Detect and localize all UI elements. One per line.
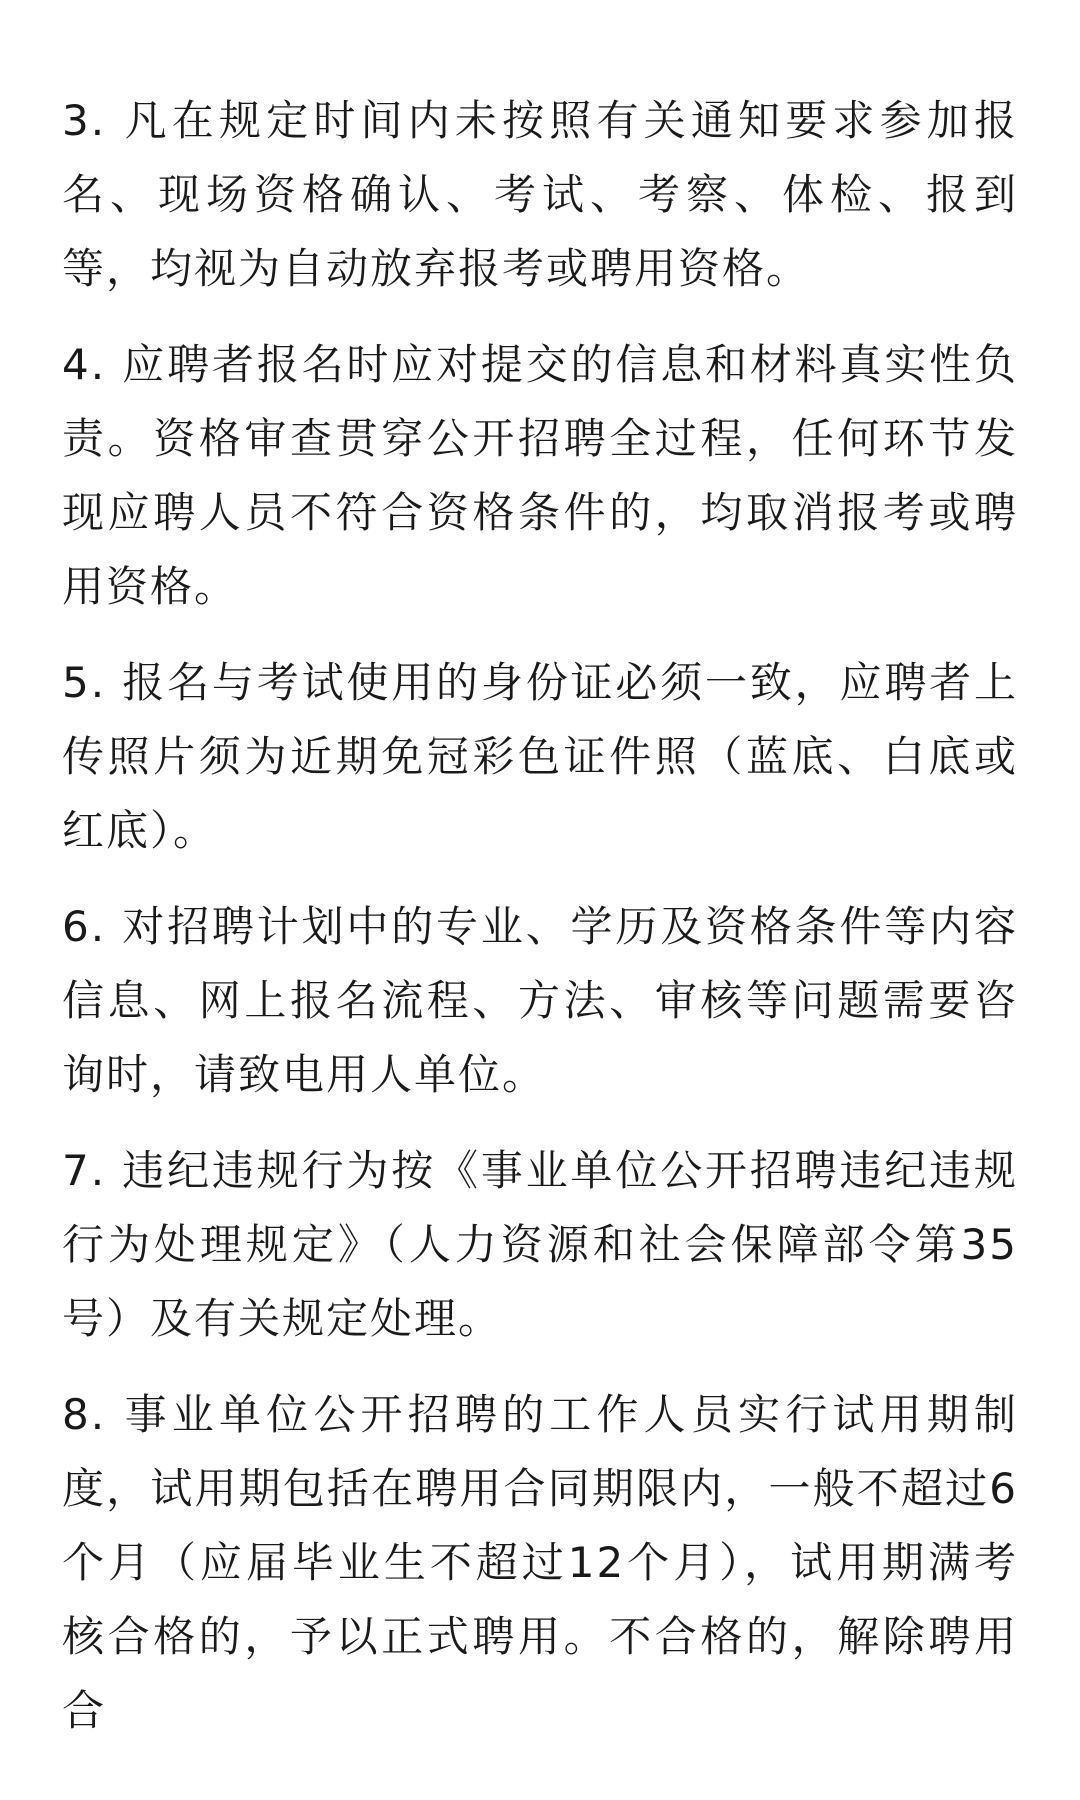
paragraph-item-8: 8. 事业单位公开招聘的工作人员实行试用期制度，试用期包括在聘用合同期限内，一般不超过6个月（应届毕业生不超过12个月），试用期满考核合格的，予以正式聘用。不合格的，解除聘用合 xyxy=(62,1390,1018,1735)
paragraph-item-4: 4. 应聘者报名时应对提交的信息和材料真实性负责。资格审查贯穿公开招聘全过程，任何环节发现应聘人员不符合资格条件的，均取消报考或聘用资格。 xyxy=(62,340,1018,611)
paragraph-item-6: 6. 对招聘计划中的专业、学历及资格条件等内容信息、网上报名流程、方法、审核等问题需要咨询时，请致电用人单位。 xyxy=(62,902,1018,1099)
paragraph-item-3: 3. 凡在规定时间内未按照有关通知要求参加报名、现场资格确认、考试、考察、体检、报到等，均视为自动放弃报考或聘用资格。 xyxy=(62,96,1018,293)
paragraph-item-7: 7. 违纪违规行为按《事业单位公开招聘违纪违规行为处理规定》（人力资源和社会保障部令第35号）及有关规定处理。 xyxy=(62,1146,1018,1343)
paragraph-item-5: 5. 报名与考试使用的身份证必须一致，应聘者上传照片须为近期免冠彩色证件照（蓝底、白底或红底）。 xyxy=(62,658,1018,855)
